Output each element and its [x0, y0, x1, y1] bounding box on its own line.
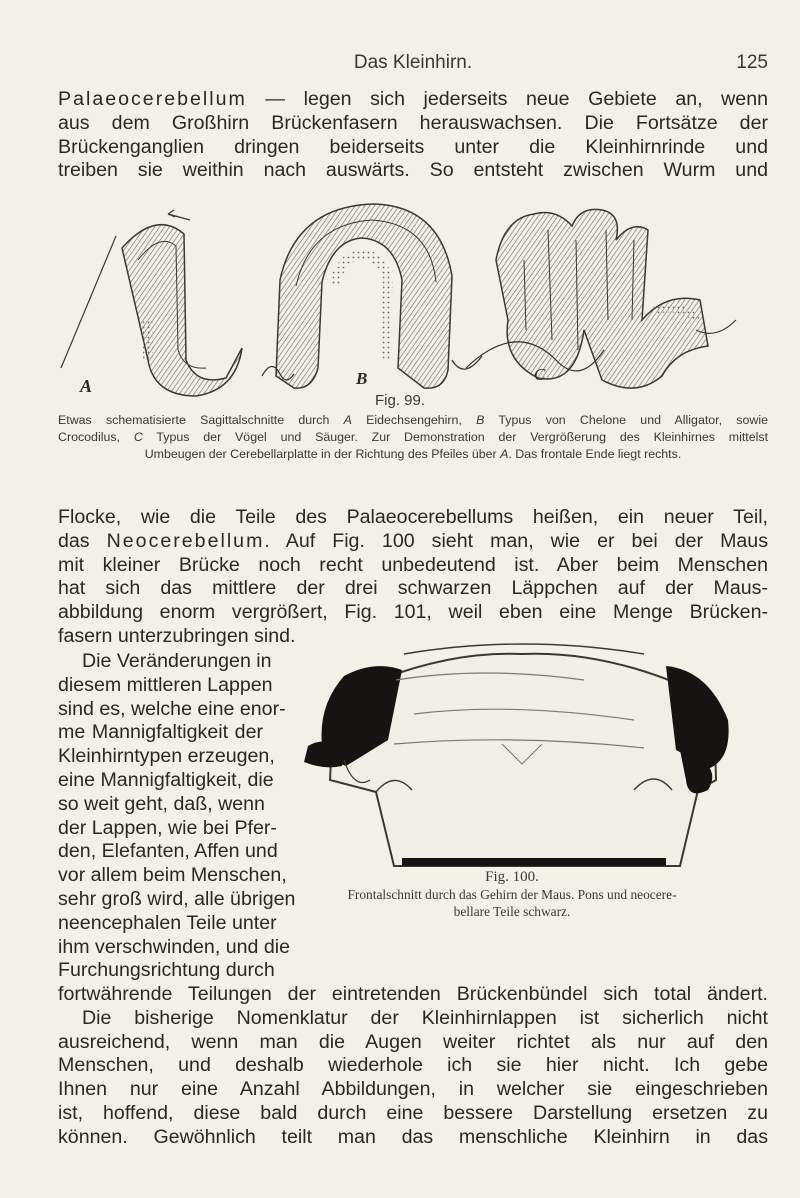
text-line: Die bisherige Nomenklatur der Kleinhirnlappen ist sicherlich nicht [82, 1006, 768, 1029]
figure-100-illustration [284, 640, 760, 876]
panel-c-label: C [534, 365, 546, 384]
text-line: ihm verschwinden, und die [58, 935, 290, 958]
text-line: sind es, welche eine enor- [58, 697, 286, 720]
running-head-title: Das Kleinhirn. [353, 52, 473, 73]
figure-99-illustration [56, 200, 766, 408]
wrapped-paragraph [58, 650, 296, 983]
text-line: Kleinhirntypen erzeugen, [58, 745, 275, 768]
paragraph-nomenklatur [58, 983, 768, 1150]
text-line: Die Veränderungen in [82, 650, 272, 672]
paragraph-neocerebellum [58, 506, 768, 649]
text-line: fortwährende Teilungen der eintretenden Brückenbündel sich total ändert. [58, 983, 768, 1005]
caption-line: Frontalschnitt durch das Gehirn der Maus. Pons und neocere- [347, 887, 677, 902]
text-line: aus dem Großhirn Brückenfasern herauswachsen. Die Fortsätze der [58, 111, 768, 134]
text-line: ausreichend, wenn man die Augen weiter richtet als nur auf den [58, 1030, 768, 1053]
text-line: abbildung enorm vergrößert, Fig. 101, weil eben eine Menge Brücken- [58, 601, 768, 624]
figure-100-label: Fig. 100. [485, 869, 539, 885]
paragraph-palaeocerebellum [58, 88, 768, 183]
text-line: vor allem beim Menschen, [58, 864, 287, 887]
panel-b-drawing [262, 204, 482, 388]
page-number: 125 [736, 52, 768, 73]
text-line: Ihnen nur eine Anzahl Abbildungen, in welcher sie eingeschrieben [58, 1078, 768, 1101]
text-line: das Neocerebellum. Auf Fig. 100 sieht man, wie er bei der Maus [58, 529, 768, 552]
caption-line: Crocodilus, C Typus der Vögel und Säuger. Zur Demonstration der Vergrößerung des Kleinhirnes mittelst [58, 430, 769, 444]
figure-99-label: Fig. 99. [374, 392, 426, 409]
text-line: Palaeocerebellum — legen sich jederseits neue Gebiete an, wenn [58, 88, 768, 110]
text-line: diesem mittleren Lappen [58, 673, 273, 696]
panel-c-drawing [466, 209, 736, 388]
text-line: hat sich das mittlere der drei schwarzen Läppchen auf der Maus- [58, 577, 768, 600]
term-palaeocerebellum: Palaeocerebellum [58, 88, 247, 110]
text-line: treiben sie weithin nach auswärts. So entsteht zwischen Wurm und [58, 159, 768, 182]
text-line: können. Gewöhnlich teilt man das menschliche Kleinhirn in das [58, 1125, 768, 1148]
caption-line: Etwas schematisierte Sagittalschnitte durch A Eidechsengehirn, B Typus von Chelone und Alligator, sowie [58, 413, 768, 427]
text-line: der Lappen, wie bei Pfer- [58, 816, 277, 839]
text-line: Brückenganglien dringen beiderseits unter die Kleinhirnrinde und [58, 135, 768, 158]
figure-100-caption [262, 886, 762, 920]
text-line: ist, hoffend, diese bald durch eine bessere Darstellung ersetzen zu [58, 1101, 768, 1124]
text-line: sehr groß wird, alle übrigen [58, 887, 296, 910]
figure-99-caption [58, 412, 768, 463]
caption-line: bellare Teile schwarz. [453, 904, 571, 919]
text-line: eine Mannigfaltigkeit, die [58, 768, 274, 791]
text-line: so weit geht, daß, wenn [58, 792, 265, 815]
text-line: fasern unterzubringen sind. [58, 624, 296, 647]
term-neocerebellum: Neocerebellum [106, 529, 265, 552]
text-line: neencephalen Teile unter [58, 911, 277, 934]
running-head [58, 52, 768, 78]
text-line: Furchungsrichtung durch [58, 959, 275, 982]
panel-b-label: B [356, 369, 368, 388]
text-line: den, Elefanten, Affen und [58, 840, 278, 863]
caption-line: Umbeugen der Cerebellarplatte in der Richtung des Pfeiles über A. Das frontale Ende liegt rechts. [144, 447, 682, 461]
text-line: me Mannigfaltigkeit der [58, 721, 263, 744]
text-line: Menschen, und deshalb wiederhole ich sie hier nicht. Ich gebe [58, 1054, 768, 1077]
panel-a-drawing [61, 210, 242, 396]
panel-a-label: A [80, 376, 93, 396]
text-line: mit kleiner Brücke noch recht unbedeutend ist. Aber beim Menschen [58, 553, 768, 576]
text-line: Flocke, wie die Teile des Palaeocerebellums heißen, ein neuer Teil, [58, 506, 768, 528]
